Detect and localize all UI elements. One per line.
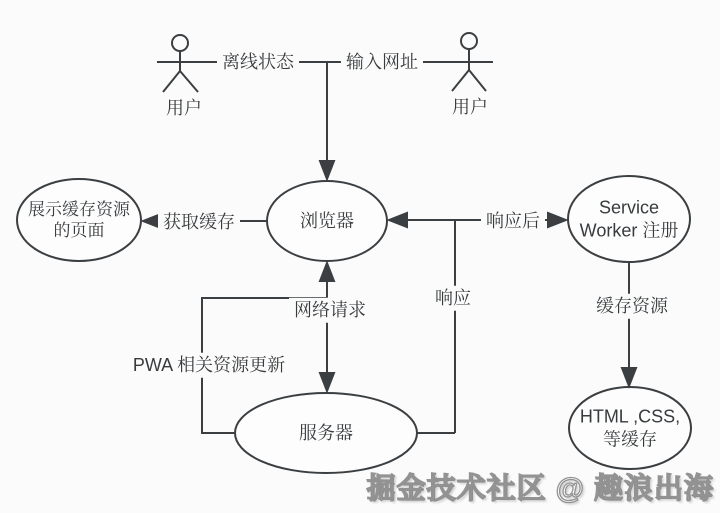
arrow-network-request xyxy=(320,263,334,391)
edge-label-get-cache: 获取缓存 xyxy=(158,210,240,235)
edge-label-offline-status: 离线状态 xyxy=(217,50,299,75)
node-service-worker-line2: Worker 注册 xyxy=(579,220,679,240)
node-cached-page-line1: 展示缓存资源 xyxy=(28,199,130,219)
node-service-worker-label xyxy=(580,197,679,242)
actor-right-label: 用户 xyxy=(452,96,488,117)
actor-left-label: 用户 xyxy=(166,97,202,118)
actor-left-icon xyxy=(163,35,198,92)
node-cached-page-line2: 的页面 xyxy=(53,221,105,240)
edge-label-response: 响应 xyxy=(430,286,476,311)
node-service-worker-line1: Service xyxy=(598,197,660,218)
edge-label-pwa-update: PWA 相关资源更新 xyxy=(128,353,290,378)
node-html-cache-line1: HTML ,CSS, xyxy=(579,406,681,427)
node-html-cache-line2: 等缓存 xyxy=(602,429,657,449)
edge-label-enter-url: 输入网址 xyxy=(341,50,423,75)
node-html-cache-label xyxy=(580,406,680,451)
node-cached-page-label xyxy=(28,199,130,242)
line-response xyxy=(417,220,455,433)
node-browser-label: 浏览器 xyxy=(300,210,354,231)
edge-label-network-request: 网络请求 xyxy=(289,298,371,323)
watermark: 掘金技术社区 @ 趣浪出海 xyxy=(366,473,714,505)
edge-label-after-response: 响应后 xyxy=(481,209,545,234)
edge-label-cache-resource: 缓存资源 xyxy=(591,294,673,319)
node-server-label: 服务器 xyxy=(299,422,353,443)
arrow-cache-resource xyxy=(622,262,636,386)
arrow-enter-url-to-browser xyxy=(320,62,334,179)
